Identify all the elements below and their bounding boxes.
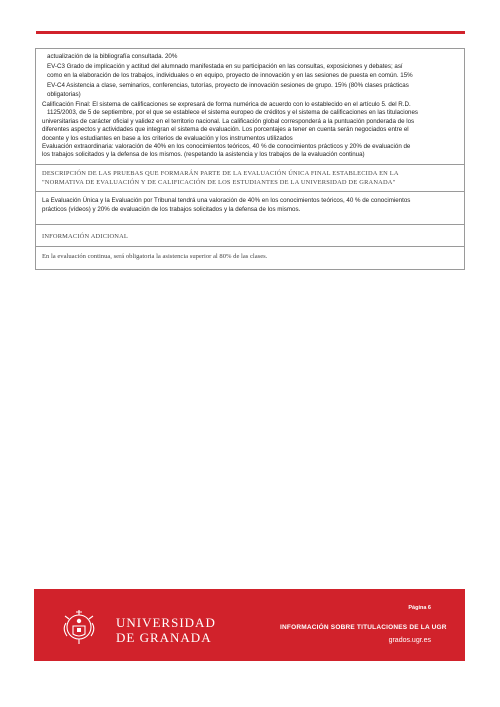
top-rule bbox=[36, 31, 465, 34]
additional-info-text: En la evaluación continua, será obligatoria la asistencia superior al 80% de las clases. bbox=[35, 247, 465, 270]
unica-text: prácticos (vídeos) y 20% de evaluación de los trabajos solicitados y la defensa de los mismos. bbox=[42, 205, 301, 213]
final-grade-text: 1125/2003, de 5 de septiembre, por el que se establece el sistema europeo de créditos y el sistema de calificaciones en las titulaciones bbox=[47, 109, 419, 117]
unica-heading bbox=[35, 165, 465, 192]
additional-info-heading bbox=[35, 225, 465, 247]
titulaciones-info-label: INFORMACIÓN SOBRE TITULACIONES DE LA UGR bbox=[280, 624, 447, 631]
final-grade-text: diferentes aspectos y actividades que integran el sistema de evaluación. Los porcentajes a tener en cuenta serán negociados entre el bbox=[42, 126, 409, 134]
university-seal-icon bbox=[60, 607, 98, 647]
unica-heading-line: DESCRIPCIÓN DE LAS PRUEBAS QUE FORMARÁN PARTE DE LA EVALUACIÓN ÚNICA FINAL ESTABLECIDA EN LA bbox=[42, 169, 399, 177]
university-name: UNIVERSIDAD bbox=[116, 615, 216, 630]
final-grade-text: docente y los estudiantes en base a los criterios de evaluación y los instrumentos utilizados bbox=[42, 134, 293, 142]
criteria-text: como en la elaboración de los trabajos, individuales o en equipo, proyecto de innovación y en las sesiones de puesta en común. 15% bbox=[47, 71, 413, 79]
criteria-text: EV-C4 Asistencia a clase, seminarios, conferencias, tutorías, proyecto de innovación sesiones de grupo. 15% (80% clases prácticas bbox=[47, 82, 409, 90]
unica-heading-line: "NORMATIVA DE EVALUACIÓN Y DE CALIFICACIÓN DE LOS ESTUDIANTES DE LA UNIVERSIDAD DE GRANADA" bbox=[42, 178, 396, 186]
grados-link[interactable]: grados.ugr.es bbox=[388, 637, 431, 644]
criteria-text: actualización de la bibliografía consultada. 20% bbox=[47, 53, 178, 60]
criteria-text: EV-C3 Grado de implicación y actitud del alumnado manifestada en su participación en las consultas, exposiciones y debates; así bbox=[47, 63, 403, 71]
criteria-text: obligatorias) bbox=[47, 90, 81, 98]
university-name: DE GRANADA bbox=[116, 630, 212, 645]
page-number: Página 6 bbox=[408, 605, 431, 611]
additional-info-heading-text: INFORMACIÓN ADICIONAL bbox=[42, 232, 129, 240]
final-grade-text: Calificación Final: El sistema de calificaciones se expresará de forma numérica de acuerdo con lo establecido en el artículo 5. del R.D. bbox=[42, 101, 411, 109]
main-content bbox=[35, 48, 465, 270]
evaluation-criteria-box bbox=[35, 48, 465, 165]
extraordinary-eval-text: Evaluación extraordinaria: valoración de 40% en los conocimientos teóricos, 40 % de conocimientos prácticos y 20% de evaluación de bbox=[42, 143, 411, 151]
final-grade-text: universitarias de carácter oficial y validez en el territorio nacional. La calificación global corresponderá a la puntuación ponderada de los bbox=[42, 117, 415, 125]
footer-band bbox=[34, 589, 465, 661]
unica-text-box bbox=[35, 192, 465, 225]
unica-text: La Evaluación Única y la Evaluación por Tribunal tendrá una valoración de 40% en los conocimientos teóricos, 40 % de conocimientos bbox=[42, 196, 411, 204]
extraordinary-eval-text: los trabajos solicitados y la defensa de los mismos. (respetando la asistencia y los trabajos de la evaluación continua) bbox=[42, 151, 365, 159]
